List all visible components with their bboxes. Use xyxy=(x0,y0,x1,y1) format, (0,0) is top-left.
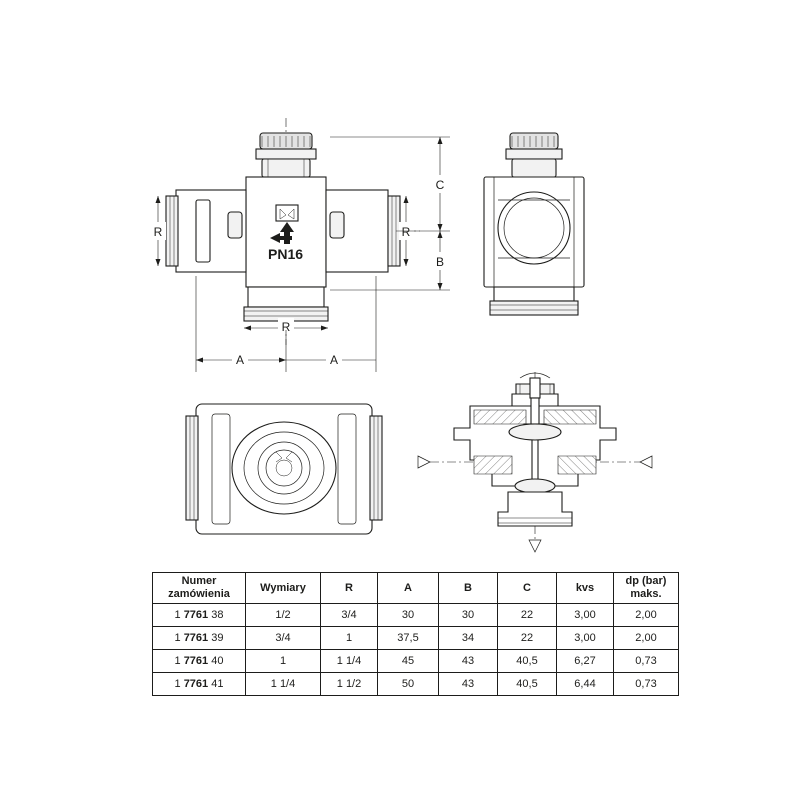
cell-c: 22 xyxy=(498,604,557,627)
view-front xyxy=(151,118,450,372)
table-row xyxy=(153,627,679,650)
cell-b: 34 xyxy=(439,627,498,650)
cell-r: 1 1/2 xyxy=(321,673,378,696)
cell-a: 45 xyxy=(378,650,439,673)
cell-dp: 0,73 xyxy=(614,673,679,696)
svg-text:A: A xyxy=(235,353,245,367)
cell-wymiary: 1 1/4 xyxy=(246,673,321,696)
cell-kvs: 6,27 xyxy=(557,650,614,673)
th-dp: dp (bar) maks. xyxy=(614,573,679,604)
cell-r: 1 1/4 xyxy=(321,650,378,673)
svg-text:A: A xyxy=(329,353,339,367)
th-wymiary: Wymiary xyxy=(246,573,321,604)
spec-table xyxy=(152,572,679,696)
cell-wymiary: 3/4 xyxy=(246,627,321,650)
view-top xyxy=(186,404,382,534)
svg-text:R: R xyxy=(153,225,163,239)
cell-dp: 0,73 xyxy=(614,650,679,673)
valve-handle xyxy=(256,133,316,177)
dimension-a-right xyxy=(286,350,376,367)
svg-text:R: R xyxy=(401,225,411,239)
th-a: A xyxy=(378,573,439,604)
cell-wymiary: 1/2 xyxy=(246,604,321,627)
view-section xyxy=(418,372,652,552)
cell-kvs: 3,00 xyxy=(557,604,614,627)
th-c: C xyxy=(498,573,557,604)
cell-c: 40,5 xyxy=(498,650,557,673)
port-right xyxy=(326,190,400,272)
table-row xyxy=(153,673,679,696)
svg-text:R: R xyxy=(281,320,291,334)
svg-text:C: C xyxy=(435,178,445,192)
cell-kvs: 6,44 xyxy=(557,673,614,696)
port-bottom xyxy=(244,287,328,321)
cell-order-number: 1 7761 40 xyxy=(153,650,246,673)
cell-kvs: 3,00 xyxy=(557,627,614,650)
dimension-c xyxy=(432,137,448,231)
dimension-r-left xyxy=(151,196,166,266)
cell-order-number: 1 7761 39 xyxy=(153,627,246,650)
pressure-rating-label: PN16 xyxy=(268,246,304,262)
cell-c: 22 xyxy=(498,627,557,650)
cell-r: 1 xyxy=(321,627,378,650)
cell-b: 30 xyxy=(439,604,498,627)
cell-a: 50 xyxy=(378,673,439,696)
cell-dp: 2,00 xyxy=(614,627,679,650)
cell-a: 30 xyxy=(378,604,439,627)
cell-b: 43 xyxy=(439,650,498,673)
cell-a: 37,5 xyxy=(378,627,439,650)
th-order-number: Numer zamówienia xyxy=(153,573,246,604)
dimension-a-left xyxy=(196,350,286,367)
cell-wymiary: 1 xyxy=(246,650,321,673)
th-r: R xyxy=(321,573,378,604)
cell-order-number: 1 7761 41 xyxy=(153,673,246,696)
cell-c: 40,5 xyxy=(498,673,557,696)
svg-text:B: B xyxy=(435,255,445,269)
cell-dp: 2,00 xyxy=(614,604,679,627)
view-side xyxy=(484,133,584,315)
dimension-b xyxy=(432,231,448,290)
cell-r: 3/4 xyxy=(321,604,378,627)
cell-b: 43 xyxy=(439,673,498,696)
th-kvs: kvs xyxy=(557,573,614,604)
table-row xyxy=(153,604,679,627)
spec-table-container xyxy=(152,572,679,696)
table-row xyxy=(153,650,679,673)
table-header-row xyxy=(153,573,679,604)
cell-order-number: 1 7761 38 xyxy=(153,604,246,627)
th-b: B xyxy=(439,573,498,604)
port-left xyxy=(166,190,246,272)
